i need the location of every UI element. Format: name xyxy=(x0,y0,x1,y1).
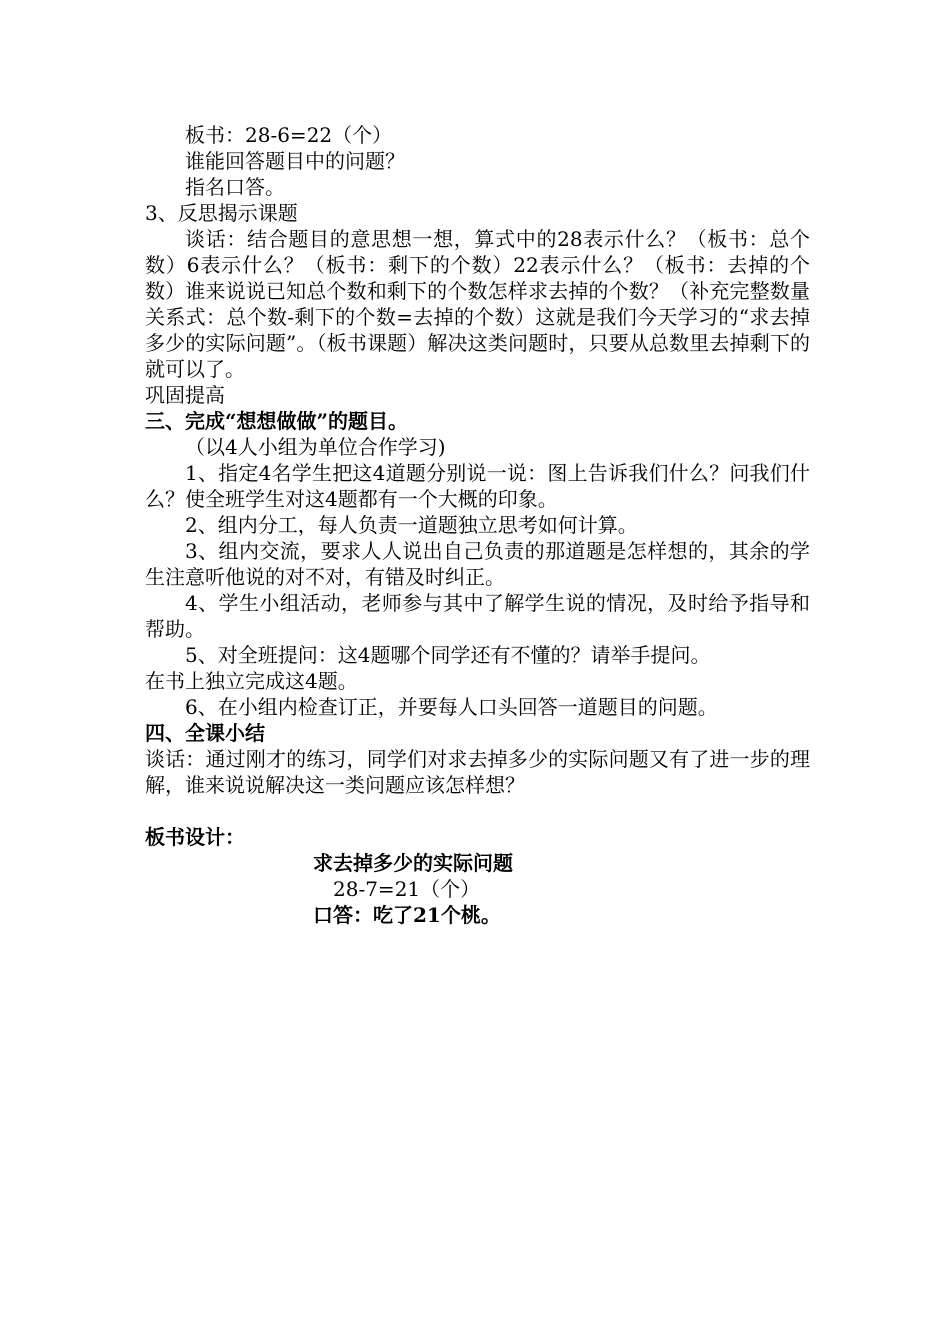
group-note: （以4人小组为单位合作学习) xyxy=(185,435,446,459)
board-design-block xyxy=(145,850,810,928)
step-2-paragraph: 2、组内分工，每人负责一道题独立思考如何计算。 xyxy=(185,513,638,537)
step-4-paragraph: 4、学生小组活动，老师参与其中了解学生说的情况，及时给予指导和帮助。 xyxy=(145,591,810,641)
step-5-paragraph: 5、对全班提问：这4题哪个同学还有不懂的？请举手提问。 xyxy=(185,643,711,667)
answer-line: 指名口答。 xyxy=(185,175,285,199)
board-title: 求去掉多少的实际问题 xyxy=(313,851,513,875)
consolidation-heading: 巩固提高 xyxy=(145,383,225,407)
section-3-heading: 3、反思揭示课题 xyxy=(145,201,298,225)
question-line: 谁能回答题目中的问题？ xyxy=(185,149,405,173)
section-three-heading: 三、完成“想想做做”的题目。 xyxy=(145,409,409,433)
section-four-heading: 四、全课小结 xyxy=(145,721,265,745)
book-exercise-line: 在书上独立完成这4题。 xyxy=(145,669,358,693)
summary-paragraph: 谈话：通过刚才的练习，同学们对求去掉多少的实际问题又有了进一步的理解，谁来说说解决这一类问题应该怎样想？ xyxy=(145,747,810,797)
discussion-paragraph: 谈话：结合题目的意思想一想，算式中的28表示什么？（板书：总个数）6表示什么？（板书：剩下的个数）22表示什么？（板书：去掉的个数）谁来说说已知总个数和剩下的个数怎样求去掉的个数？（补充完整数量关系式：总个数-剩下的个数=去掉的个数）这就是我们今天学习的“求去掉多少的实际问题”。（板书课题）解决这类问题时，只要从总数里去掉剩下的就可以了。 xyxy=(145,227,810,381)
board-note-line: 板书：28-6=22（个） xyxy=(185,123,393,147)
board-answer: 口答：吃了21个桃。 xyxy=(313,903,501,927)
step-1-paragraph: 1、指定4名学生把这4道题分别说一说：图上告诉我们什么？问我们什么？使全班学生对这4题都有一个大概的印象。 xyxy=(145,461,810,511)
blank-line xyxy=(145,798,810,824)
step-6-paragraph: 6、在小组内检查订正，并要每人口头回答一道题目的问题。 xyxy=(185,695,718,719)
document-body xyxy=(145,122,810,928)
board-equation: 28-7=21（个） xyxy=(333,877,481,901)
board-design-heading: 板书设计： xyxy=(145,825,245,849)
step-3-paragraph: 3、组内交流，要求人人说出自己负责的那道题是怎样想的，其余的学生注意听他说的对不对，有错及时纠正。 xyxy=(145,539,810,589)
